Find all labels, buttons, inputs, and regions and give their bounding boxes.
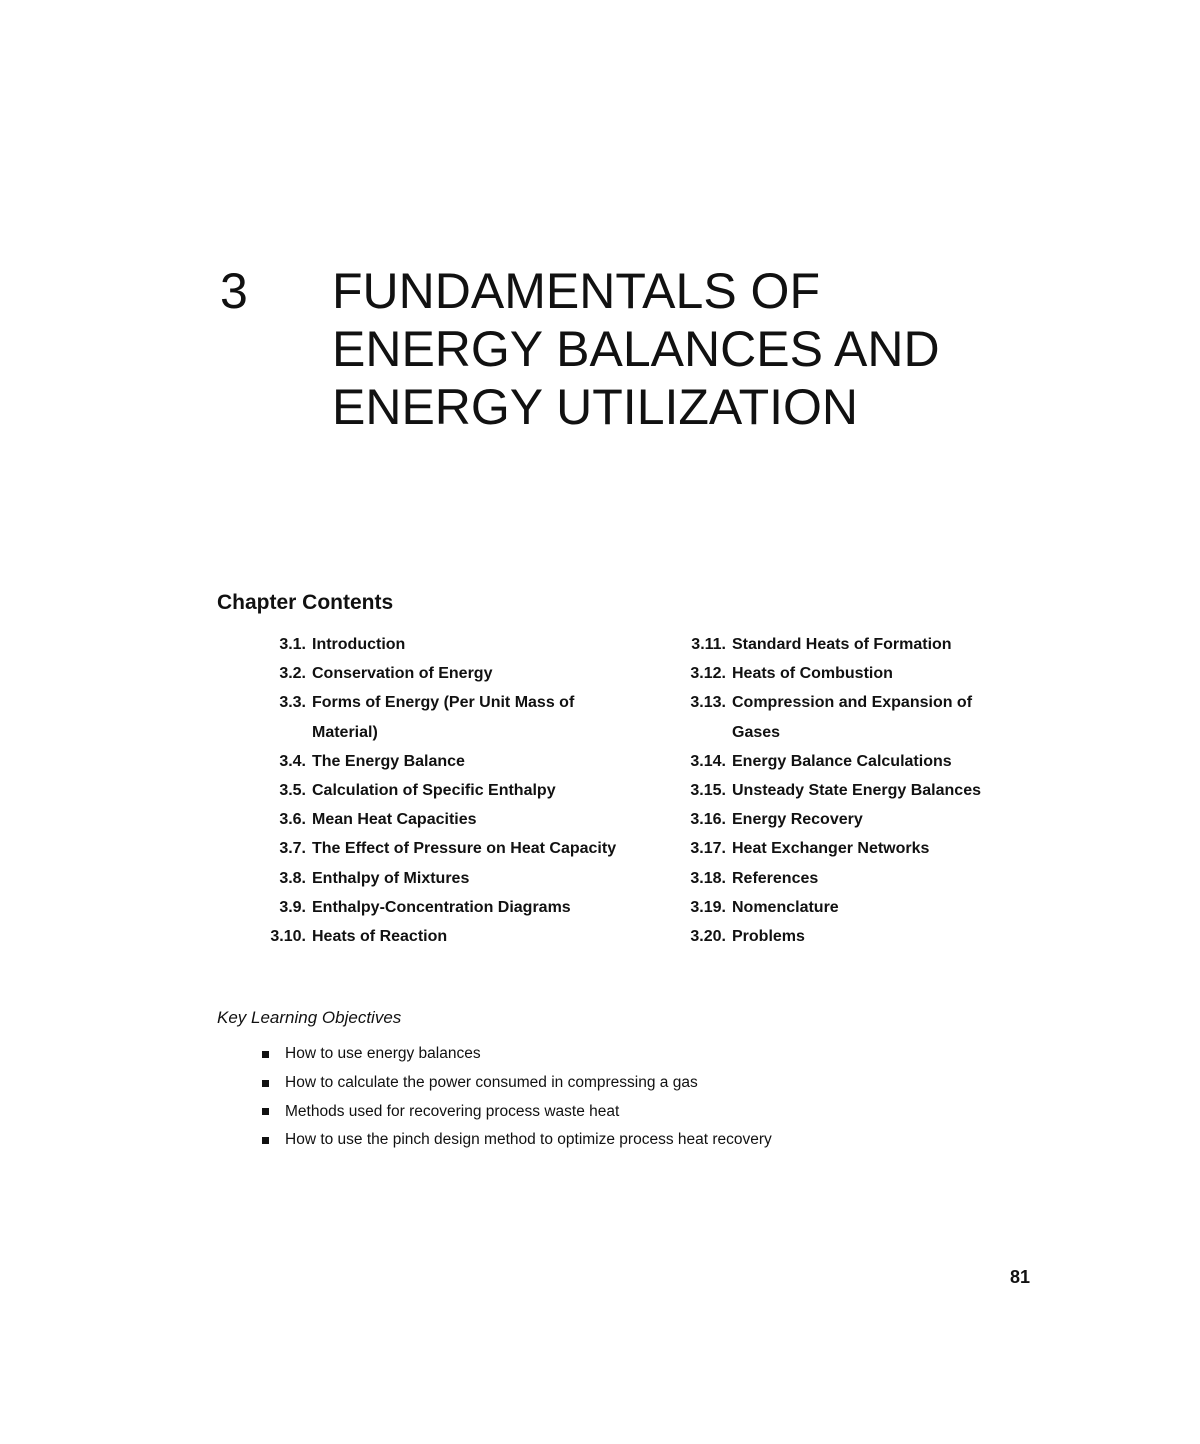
learning-objectives-list [262, 1040, 772, 1155]
toc-item-title: Unsteady State Energy Balances [732, 782, 981, 800]
toc-item[interactable] [680, 747, 1040, 776]
toc-item-title: Mean Heat Capacities [312, 811, 477, 829]
toc-item-title: Energy Balance Calculations [732, 752, 952, 770]
toc-right-column [680, 630, 1040, 951]
toc-item-number: 3.16. [690, 811, 726, 829]
toc-item-number: 3.12. [690, 665, 726, 683]
chapter-number: 3 [220, 263, 248, 319]
toc-item[interactable] [260, 864, 660, 893]
objective-text: Methods used for recovering process waste heat [285, 1102, 620, 1120]
chapter-title [332, 262, 1092, 436]
square-bullet-icon [262, 1080, 269, 1087]
toc-item-title: Heats of Combustion [732, 665, 893, 683]
toc-item-title: Enthalpy of Mixtures [312, 869, 470, 887]
toc-item[interactable] [680, 776, 1040, 805]
toc-item[interactable] [680, 805, 1040, 834]
toc-item-number: 3.14. [690, 752, 726, 770]
objective-text: How to calculate the power consumed in compressing a gas [285, 1073, 698, 1091]
toc-item-number: 3.11. [691, 636, 726, 653]
list-item [262, 1098, 772, 1127]
toc-item[interactable] [260, 834, 660, 863]
toc-item-title: Energy Recovery [732, 811, 863, 829]
toc-item-number: 3.13. [690, 694, 726, 712]
toc-item-title: Forms of Energy (Per Unit Mass of Material) [312, 694, 575, 741]
toc-left-column [260, 630, 660, 951]
toc-item-title: Heat Exchanger Networks [732, 840, 930, 858]
toc-item-number: 3.7. [279, 840, 306, 858]
list-item [262, 1126, 772, 1155]
toc-item-number: 3.3. [279, 694, 306, 712]
list-item [262, 1040, 772, 1069]
objective-text: How to use the pinch design method to optimize process heat recovery [285, 1131, 772, 1149]
toc-item-title: Introduction [312, 636, 406, 653]
list-item [262, 1069, 772, 1098]
toc-item-number: 3.6. [279, 811, 306, 829]
chapter-title-line: ENERGY BALANCES AND [332, 321, 940, 377]
toc-item[interactable] [680, 893, 1040, 922]
toc-item-title: Calculation of Specific Enthalpy [312, 782, 556, 800]
toc-item-number: 3.17. [690, 840, 726, 858]
toc-item-number: 3.15. [690, 782, 726, 800]
toc-item-number: 3.8. [279, 869, 306, 887]
toc-item-number: 3.5. [279, 782, 306, 800]
toc-item-title: Standard Heats of Formation [732, 636, 952, 653]
toc-item-title: The Energy Balance [312, 752, 465, 770]
toc-item[interactable] [260, 922, 660, 951]
chapter-title-line: ENERGY UTILIZATION [332, 379, 859, 435]
learning-objectives-heading: Key Learning Objectives [217, 1008, 402, 1027]
page-number: 81 [1009, 1267, 1030, 1287]
square-bullet-icon [262, 1051, 269, 1058]
toc-item[interactable] [260, 893, 660, 922]
chapter-contents-heading: Chapter Contents [217, 591, 394, 614]
toc-item-title: Enthalpy-Concentration Diagrams [312, 898, 571, 916]
toc-item[interactable] [260, 688, 660, 746]
toc-item-number: 3.20. [690, 928, 726, 946]
toc-item-title: Problems [732, 928, 805, 946]
toc-item-number: 3.19. [690, 898, 726, 916]
toc-item[interactable] [680, 688, 1040, 746]
square-bullet-icon [262, 1108, 269, 1115]
toc-item-title: Nomenclature [732, 898, 839, 916]
toc-item-title: Conservation of Energy [312, 665, 493, 683]
toc-item[interactable] [680, 659, 1040, 688]
toc-item[interactable] [680, 922, 1040, 951]
objective-text: How to use energy balances [285, 1045, 481, 1062]
toc-item-title: Compression and Expansion of Gases [732, 694, 973, 741]
toc-item-number: 3.10. [270, 928, 306, 946]
toc-item[interactable] [680, 630, 1040, 659]
toc-item[interactable] [260, 776, 660, 805]
toc-item[interactable] [680, 834, 1040, 863]
toc-item-title: References [732, 869, 819, 887]
toc-item[interactable] [260, 747, 660, 776]
toc-item-number: 3.1. [279, 636, 306, 653]
toc-item[interactable] [260, 805, 660, 834]
toc-item-number: 3.2. [279, 665, 306, 683]
toc-item-title: The Effect of Pressure on Heat Capacity [312, 840, 617, 858]
chapter-title-line: FUNDAMENTALS OF [332, 263, 820, 319]
toc-item-title: Heats of Reaction [312, 928, 448, 946]
toc-item[interactable] [260, 630, 660, 659]
toc-item-number: 3.4. [279, 752, 306, 770]
toc-item-number: 3.9. [279, 898, 306, 916]
toc-item[interactable] [680, 864, 1040, 893]
toc-item-number: 3.18. [690, 869, 726, 887]
square-bullet-icon [262, 1137, 269, 1144]
toc-item[interactable] [260, 659, 660, 688]
